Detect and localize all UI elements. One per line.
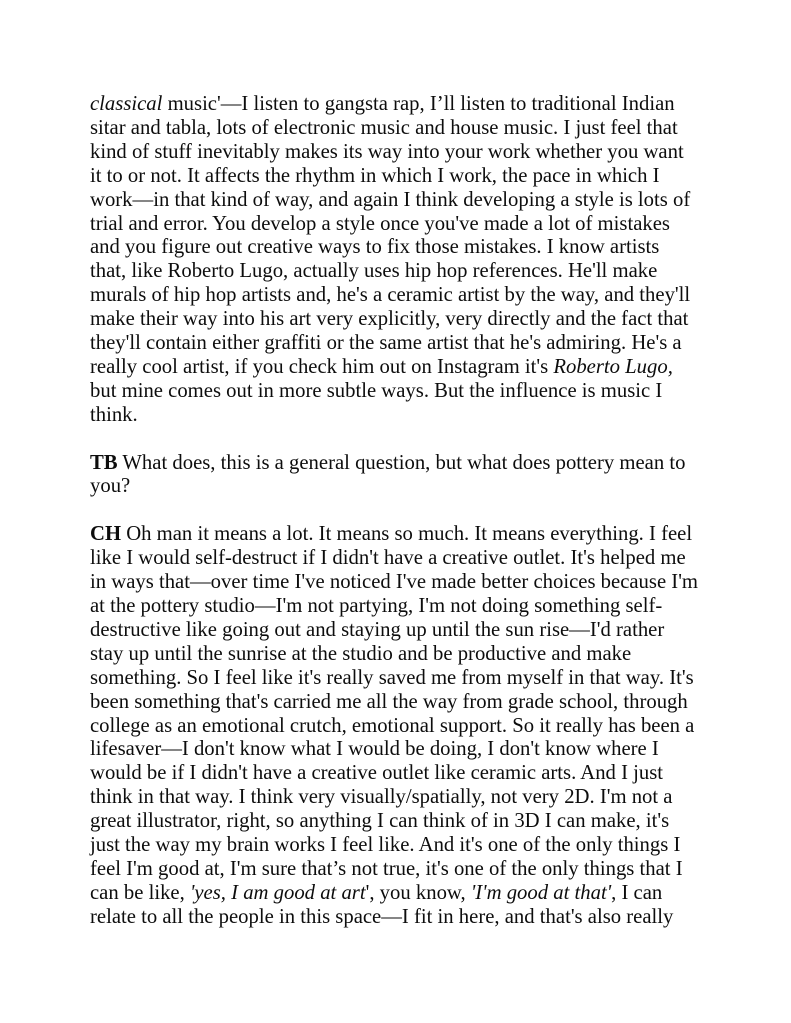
text-segment: but mine comes out in more subtle ways. But the influence is music I think. [90,379,663,426]
paragraph-tb-question [90,452,698,500]
text-segment: classical [90,93,163,115]
text-segment: , I can relate to all the people in this space—I fit in here, and that's also really [90,881,674,928]
text-segment: music'—I listen to gangsta rap, I’ll listen to traditional Indian sitar and tabla, lots of electronic music and house music. I just feel that kind of stuff inevitably makes its way into your work whether you want it to or not. It affects the rhythm in which I work, the pace in which I work—in that kind of way, and again I think developing a style is lots of trial and error. You develop a style once you've made a lot of mistakes and you figure out creative ways to fix those mistakes. I know artists that, like Roberto Lugo, actually uses hip hop references. He'll make murals of hip hop artists and, he's a ceramic artist by the way, and they'll make their way into his art very explicitly, very directly and the fact that they'll contain either graffiti or the same artist that he's admiring. He's a really cool artist, if you check him out on Instagram it's [90,93,691,378]
paragraph-ch-answer [90,523,698,929]
text-segment: ', you know, [365,881,471,904]
text-segment: 'I'm good at that' [470,881,612,904]
text-segment: Oh man it means a lot. It means so much. It means everything. I feel like I would self-destruct if I didn't have a creative outlet. It's helped me in ways that—over time I've noticed I've made better choices because I'm at the pottery studio—I'm not partying, I'm not doing something self-destructive like going out and staying up until the sun rise—I'd rather stay up until the sunrise at the studio and be productive and make something. So I feel like it's really saved me from myself in that way. It's been something that's carried me all the way from grade school, through college as an emotional crutch, emotional support. So it really has been a lifesaver—I don't know what I would be doing, I don't know where I would be if I didn't have a creative outlet like ceramic arts. And I just think in that way. I think very visually/spatially, not very 2D. I'm not a great illustrator, right, so anything I can think of in 3D I can make, it's just the way my brain works I feel like. And it's one of the only things I feel I'm good at, I'm sure that’s not true, it's one of the only things that I can be like, [90,523,699,904]
paragraph-ch-continued [90,93,698,428]
speaker-label: TB [90,451,118,474]
text-segment: 'yes, I am good at art [189,881,366,904]
document-text-block [90,93,698,930]
speaker-label: CH [90,523,122,546]
text-segment: Roberto Lugo, [553,355,673,378]
text-segment: What does, this is a general question, but what does pottery mean to you? [90,451,686,498]
